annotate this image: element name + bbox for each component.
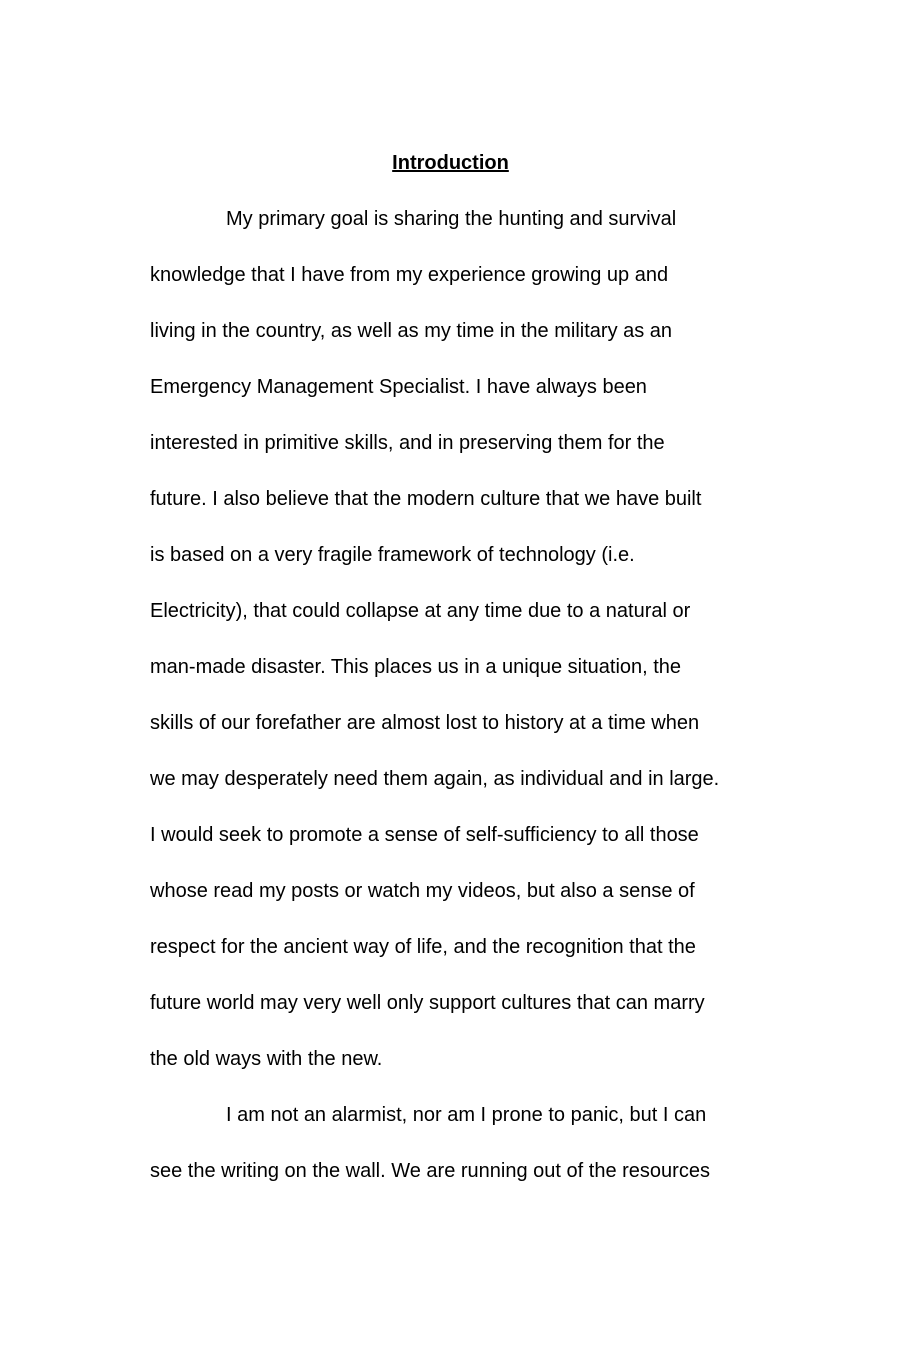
paragraph-line: My primary goal is sharing the hunting and survival — [226, 208, 677, 230]
paragraph-line: we may desperately need them again, as individual and in large. — [150, 768, 720, 790]
paragraph-line: see the writing on the wall. We are running out of the resources — [150, 1160, 710, 1182]
paragraph-line: future. I also believe that the modern culture that we have built — [150, 488, 702, 510]
page-title: Introduction — [392, 152, 509, 174]
paragraph-line: future world may very well only support cultures that can marry — [150, 992, 705, 1014]
paragraph-line: interested in primitive skills, and in preserving them for the — [150, 432, 665, 454]
paragraph-line: man-made disaster. This places us in a unique situation, the — [150, 656, 682, 678]
paragraph-line: is based on a very fragile framework of technology (i.e. — [150, 544, 635, 566]
paragraph-line: knowledge that I have from my experience growing up and — [150, 264, 669, 286]
paragraph-line: Electricity), that could collapse at any time due to a natural or — [150, 600, 691, 622]
paragraph-line: Emergency Management Specialist. I have always been — [150, 376, 647, 398]
paragraph-line: I am not an alarmist, nor am I prone to panic, but I can — [226, 1104, 707, 1126]
paragraph-line: I would seek to promote a sense of self-sufficiency to all those — [150, 824, 699, 846]
paragraph-line: whose read my posts or watch my videos, but also a sense of — [150, 880, 695, 902]
paragraph-line: skills of our forefather are almost lost to history at a time when — [150, 712, 700, 734]
paragraph-line: living in the country, as well as my time in the military as an — [150, 320, 673, 342]
paragraph-line: the old ways with the new. — [150, 1048, 383, 1070]
paragraph-line: respect for the ancient way of life, and the recognition that the — [150, 936, 696, 958]
